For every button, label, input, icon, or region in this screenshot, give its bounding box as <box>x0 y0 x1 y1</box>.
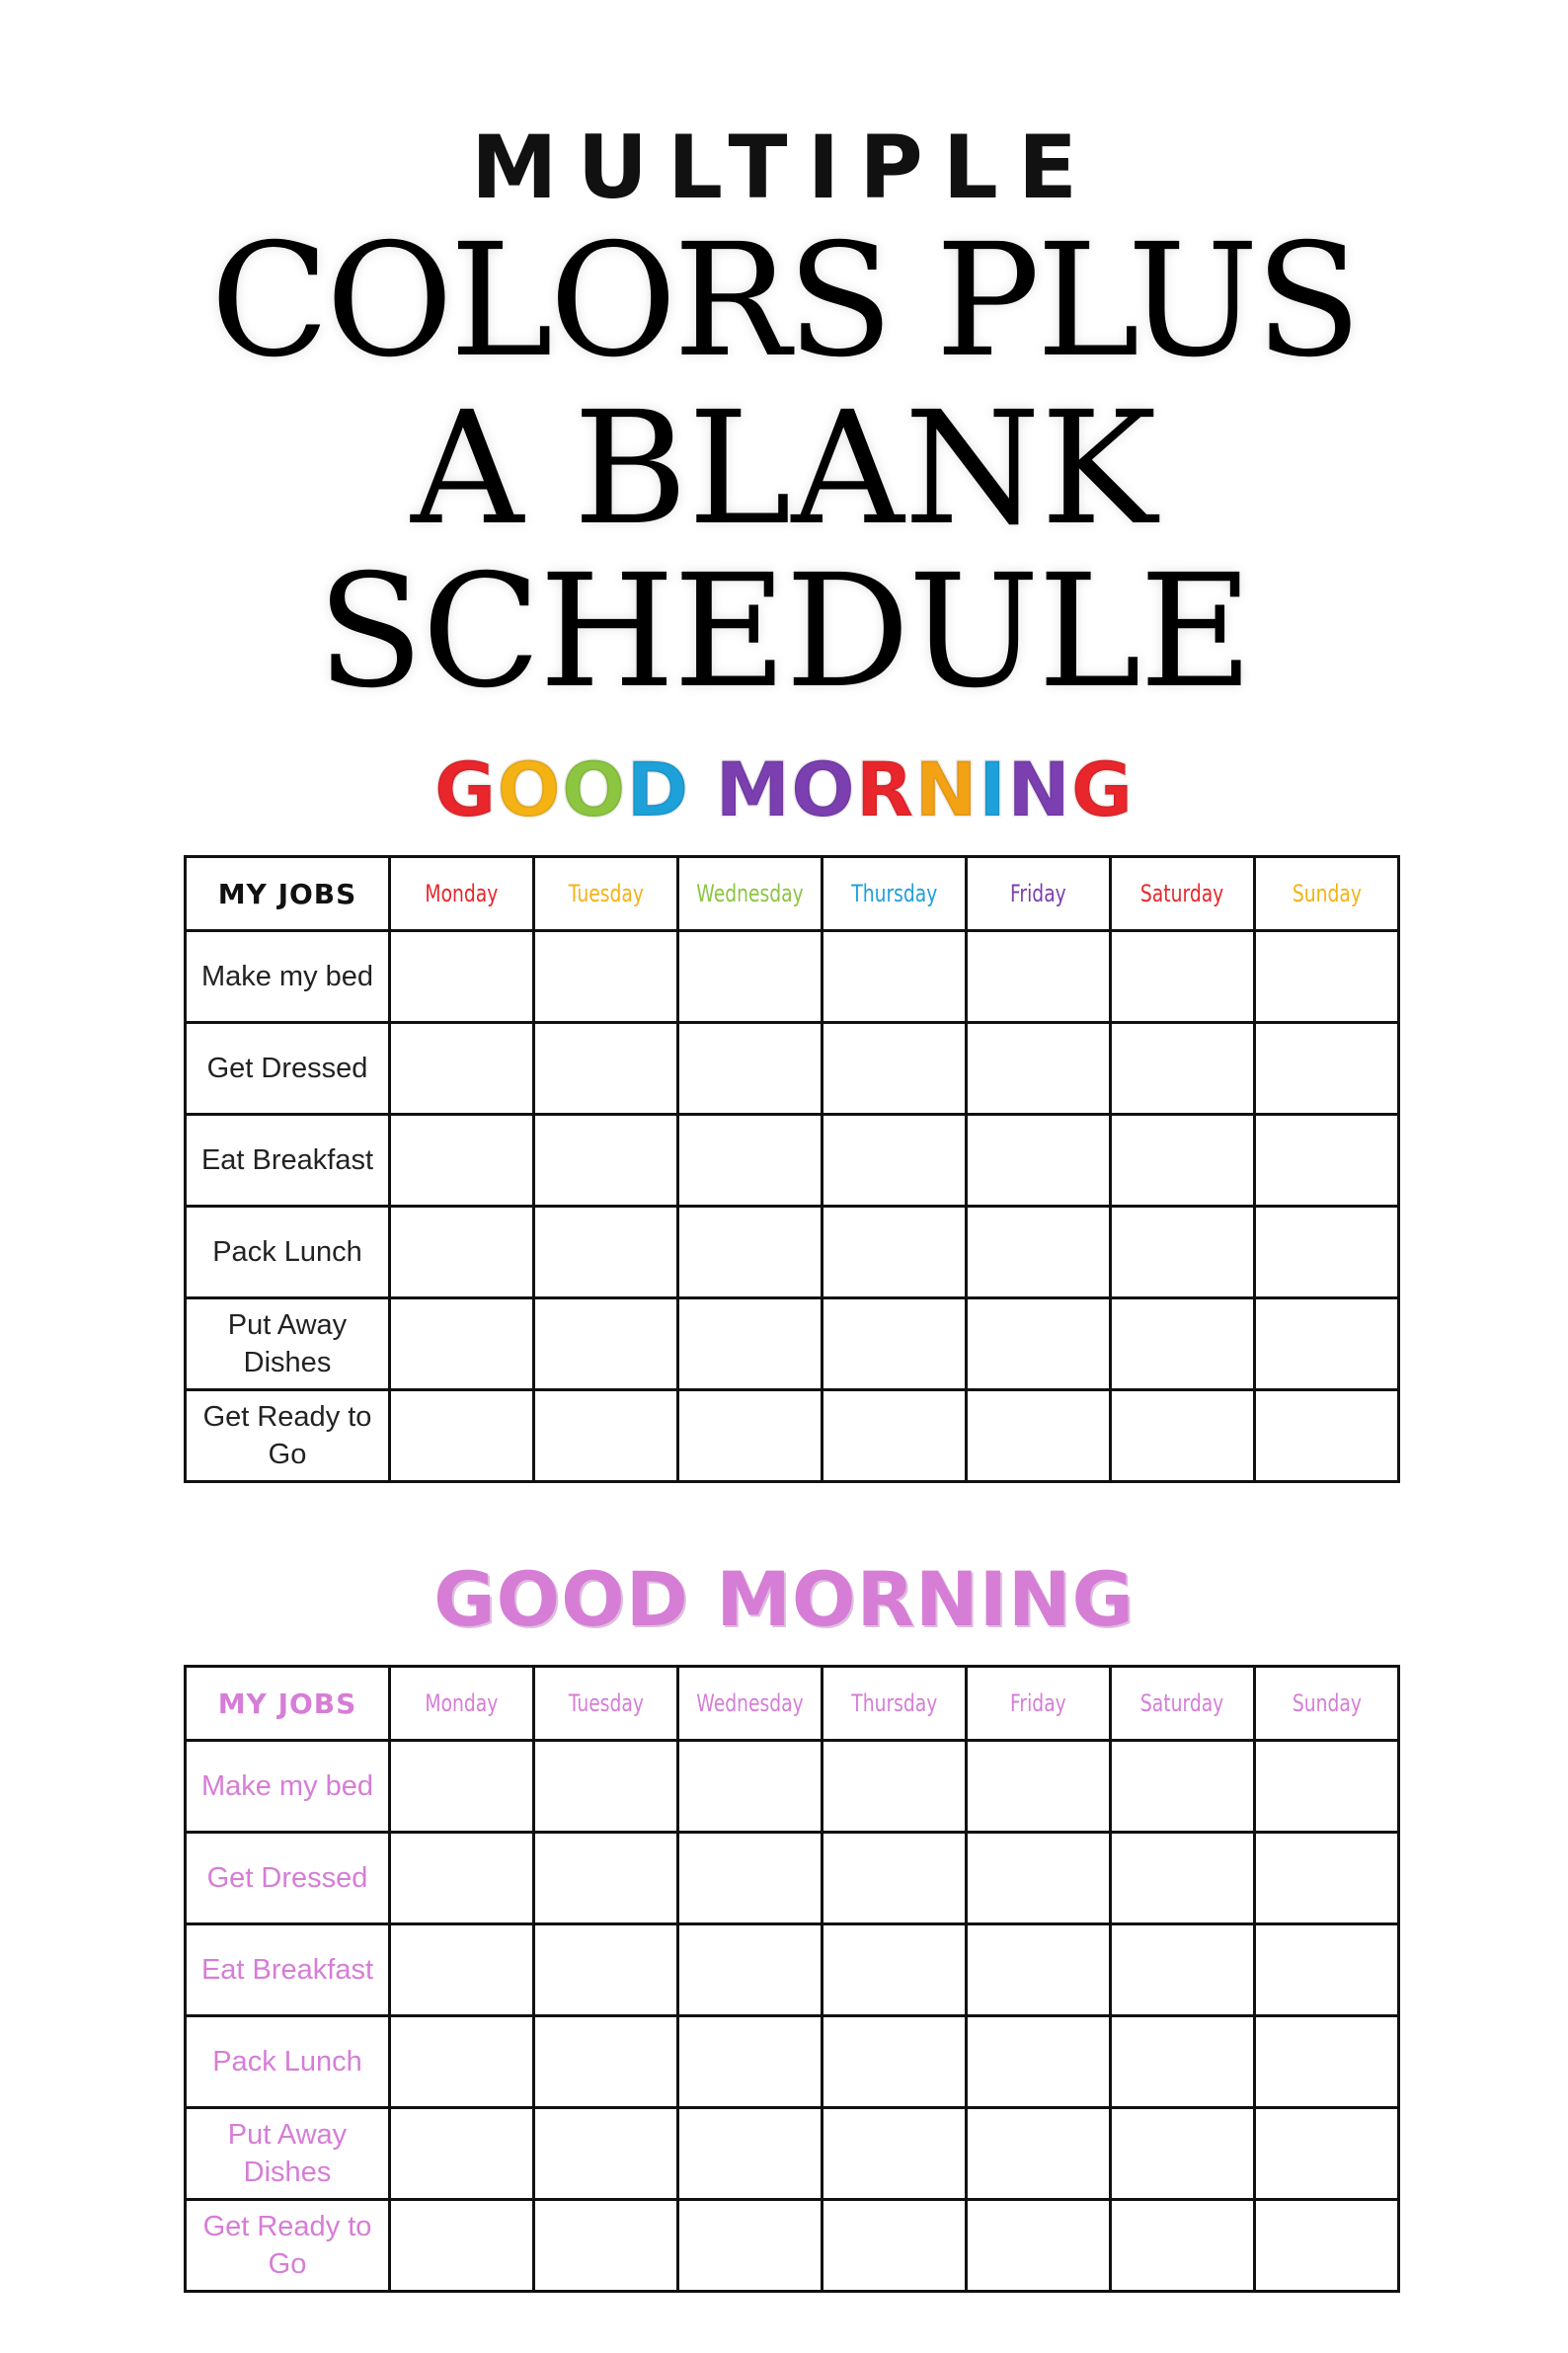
check-cell[interactable] <box>534 1207 678 1298</box>
check-cell[interactable] <box>1255 2016 1399 2108</box>
check-cell[interactable] <box>1255 1298 1399 1390</box>
check-cell[interactable] <box>390 1741 534 1833</box>
check-cell[interactable] <box>1111 1833 1255 1924</box>
table-row <box>186 1023 1399 1115</box>
check-cell[interactable] <box>390 931 534 1023</box>
check-cell[interactable] <box>678 2200 823 2292</box>
table-row <box>186 931 1399 1023</box>
header-row <box>186 1667 1399 1741</box>
day-header-cell <box>390 857 534 931</box>
my-jobs-header-cell <box>186 857 390 931</box>
banner-letter: R <box>855 745 915 833</box>
day-header-cell <box>823 1667 967 1741</box>
chore-chart-pink <box>184 1665 1400 2293</box>
check-cell[interactable] <box>678 1298 823 1390</box>
day-header-cell <box>678 1667 823 1741</box>
check-cell[interactable] <box>534 1115 678 1207</box>
check-cell[interactable] <box>678 931 823 1023</box>
check-cell[interactable] <box>967 931 1111 1023</box>
banner-letter: G <box>1070 745 1135 833</box>
task-cell <box>186 2016 390 2108</box>
check-cell[interactable] <box>534 2200 678 2292</box>
day-header: Monday <box>425 1689 499 1717</box>
banner-letter: N <box>1007 745 1071 833</box>
banner-letter: N <box>914 745 979 833</box>
check-cell[interactable] <box>967 1298 1111 1390</box>
check-cell[interactable] <box>534 1023 678 1115</box>
check-cell[interactable] <box>1111 1115 1255 1207</box>
day-header: Tuesday <box>568 880 644 907</box>
check-cell[interactable] <box>1255 1741 1399 1833</box>
task-label: Pack Lunch <box>212 1236 362 1268</box>
check-cell[interactable] <box>1111 1924 1255 2016</box>
table-row <box>186 2200 1399 2292</box>
banner-letter: M <box>715 745 792 833</box>
my-jobs-header: MY JOBS <box>217 1686 357 1720</box>
heading-line-3: SCHEDULE <box>316 541 1252 723</box>
good-morning-banner-colored <box>0 745 1568 834</box>
table-row <box>186 1298 1399 1390</box>
check-cell[interactable] <box>390 1924 534 2016</box>
check-cell[interactable] <box>823 1741 967 1833</box>
check-cell[interactable] <box>678 1390 823 1482</box>
check-cell[interactable] <box>390 1833 534 1924</box>
day-header: Sunday <box>1292 1689 1362 1717</box>
header-row <box>186 857 1399 931</box>
check-cell[interactable] <box>390 1023 534 1115</box>
task-label: Make my bed <box>200 1770 374 1802</box>
check-cell[interactable] <box>967 1924 1111 2016</box>
heading-line-2: A BLANK <box>411 378 1157 560</box>
check-cell[interactable] <box>1255 1115 1399 1207</box>
task-cell <box>186 1115 390 1207</box>
check-cell[interactable] <box>1255 1833 1399 1924</box>
check-cell[interactable] <box>678 2108 823 2200</box>
check-cell[interactable] <box>967 2016 1111 2108</box>
check-cell[interactable] <box>1111 2016 1255 2108</box>
task-cell <box>186 931 390 1023</box>
check-cell[interactable] <box>823 1207 967 1298</box>
day-header-cell <box>678 857 823 931</box>
banner-letter: O <box>561 745 627 833</box>
check-cell[interactable] <box>967 1207 1111 1298</box>
task-label: Eat Breakfast <box>200 1144 374 1176</box>
task-label: Get Ready to Go <box>202 2211 372 2280</box>
table-row <box>186 2016 1399 2108</box>
check-cell[interactable] <box>534 1298 678 1390</box>
good-morning-banner-pink: GOOD MORNING <box>433 1555 1135 1643</box>
banner-letter: G <box>433 745 498 833</box>
check-cell[interactable] <box>678 1115 823 1207</box>
check-cell[interactable] <box>1111 1207 1255 1298</box>
check-cell[interactable] <box>823 931 967 1023</box>
check-cell[interactable] <box>967 1833 1111 1924</box>
task-cell <box>186 2108 390 2200</box>
task-label: Get Dressed <box>206 1862 368 1894</box>
day-header: Thursday <box>850 880 938 907</box>
task-cell <box>186 1298 390 1390</box>
check-cell[interactable] <box>534 1741 678 1833</box>
heading-kicker: MULTIPLE <box>471 117 1097 218</box>
table-row <box>186 1207 1399 1298</box>
day-header-cell <box>534 857 678 931</box>
check-cell[interactable] <box>678 1023 823 1115</box>
table-row <box>186 1390 1399 1482</box>
check-cell[interactable] <box>823 2016 967 2108</box>
my-jobs-header: MY JOBS <box>217 877 357 910</box>
check-cell[interactable] <box>534 1833 678 1924</box>
check-cell[interactable] <box>823 2108 967 2200</box>
table-row <box>186 1924 1399 2016</box>
task-cell <box>186 1741 390 1833</box>
check-cell[interactable] <box>823 1833 967 1924</box>
task-label: Make my bed <box>200 961 374 992</box>
check-cell[interactable] <box>534 2016 678 2108</box>
check-cell[interactable] <box>967 1115 1111 1207</box>
day-header: Wednesday <box>696 880 804 907</box>
check-cell[interactable] <box>1255 931 1399 1023</box>
check-cell[interactable] <box>678 1833 823 1924</box>
check-cell[interactable] <box>823 1390 967 1482</box>
check-cell[interactable] <box>390 2200 534 2292</box>
check-cell[interactable] <box>823 1924 967 2016</box>
check-cell[interactable] <box>1255 1924 1399 2016</box>
day-header-cell <box>1111 1667 1255 1741</box>
day-header: Friday <box>1010 880 1066 907</box>
check-cell[interactable] <box>1111 1390 1255 1482</box>
task-cell <box>186 1207 390 1298</box>
check-cell[interactable] <box>678 1207 823 1298</box>
day-header: Monday <box>425 880 499 907</box>
check-cell[interactable] <box>390 2108 534 2200</box>
task-cell <box>186 2200 390 2292</box>
check-cell[interactable] <box>1255 2200 1399 2292</box>
task-cell <box>186 1833 390 1924</box>
day-header-cell <box>967 1667 1111 1741</box>
check-cell[interactable] <box>1111 1741 1255 1833</box>
check-cell[interactable] <box>534 931 678 1023</box>
table-row <box>186 2108 1399 2200</box>
day-header: Thursday <box>850 1689 938 1717</box>
check-cell[interactable] <box>390 1115 534 1207</box>
day-header-cell <box>967 857 1111 931</box>
check-cell[interactable] <box>967 1390 1111 1482</box>
check-cell[interactable] <box>678 2016 823 2108</box>
task-label: Get Ready to Go <box>202 1401 372 1470</box>
task-label: Get Dressed <box>206 1053 368 1084</box>
task-cell <box>186 1390 390 1482</box>
day-header-cell <box>390 1667 534 1741</box>
day-header-cell <box>1111 857 1255 931</box>
check-cell[interactable] <box>678 1924 823 2016</box>
table-row <box>186 1833 1399 1924</box>
task-label: Put Away Dishes <box>227 1309 348 1378</box>
day-header-cell <box>823 857 967 931</box>
check-cell[interactable] <box>967 1023 1111 1115</box>
check-cell[interactable] <box>534 2108 678 2200</box>
chore-chart-colored <box>184 855 1400 1483</box>
check-cell[interactable] <box>390 2016 534 2108</box>
day-header: Sunday <box>1292 880 1362 907</box>
banner-letter: I <box>978 745 1008 833</box>
task-cell <box>186 1924 390 2016</box>
day-header: Saturday <box>1140 1689 1224 1717</box>
table-row <box>186 1115 1399 1207</box>
check-cell[interactable] <box>390 1207 534 1298</box>
check-cell[interactable] <box>1111 1298 1255 1390</box>
check-cell[interactable] <box>1255 1023 1399 1115</box>
day-header: Wednesday <box>696 1689 804 1717</box>
check-cell[interactable] <box>1111 931 1255 1023</box>
check-cell[interactable] <box>967 1741 1111 1833</box>
check-cell[interactable] <box>967 2108 1111 2200</box>
check-cell[interactable] <box>823 1115 967 1207</box>
check-cell[interactable] <box>534 1924 678 2016</box>
day-header: Saturday <box>1140 880 1224 907</box>
banner-letter: O <box>497 745 562 833</box>
check-cell[interactable] <box>678 1741 823 1833</box>
day-header: Tuesday <box>568 1689 644 1717</box>
check-cell[interactable] <box>534 1390 678 1482</box>
day-header-cell <box>1255 857 1399 931</box>
table-row <box>186 1741 1399 1833</box>
check-cell[interactable] <box>390 1390 534 1482</box>
task-label: Eat Breakfast <box>200 1954 374 1986</box>
day-header: Friday <box>1010 1689 1066 1717</box>
check-cell[interactable] <box>1111 2108 1255 2200</box>
check-cell[interactable] <box>390 1298 534 1390</box>
check-cell[interactable] <box>1255 1390 1399 1482</box>
banner-letter: D <box>626 745 690 833</box>
check-cell[interactable] <box>823 2200 967 2292</box>
check-cell[interactable] <box>1255 2108 1399 2200</box>
check-cell[interactable] <box>823 1023 967 1115</box>
task-label: Pack Lunch <box>212 2046 362 2078</box>
check-cell[interactable] <box>967 2200 1111 2292</box>
day-header-cell <box>1255 1667 1399 1741</box>
check-cell[interactable] <box>1111 1023 1255 1115</box>
my-jobs-header-cell <box>186 1667 390 1741</box>
task-label: Put Away Dishes <box>227 2119 348 2188</box>
task-cell <box>186 1023 390 1115</box>
day-header-cell <box>534 1667 678 1741</box>
heading-line-1: COLORS PLUS <box>209 210 1359 392</box>
check-cell[interactable] <box>1111 2200 1255 2292</box>
check-cell[interactable] <box>823 1298 967 1390</box>
check-cell[interactable] <box>1255 1207 1399 1298</box>
banner-letter: O <box>791 745 856 833</box>
